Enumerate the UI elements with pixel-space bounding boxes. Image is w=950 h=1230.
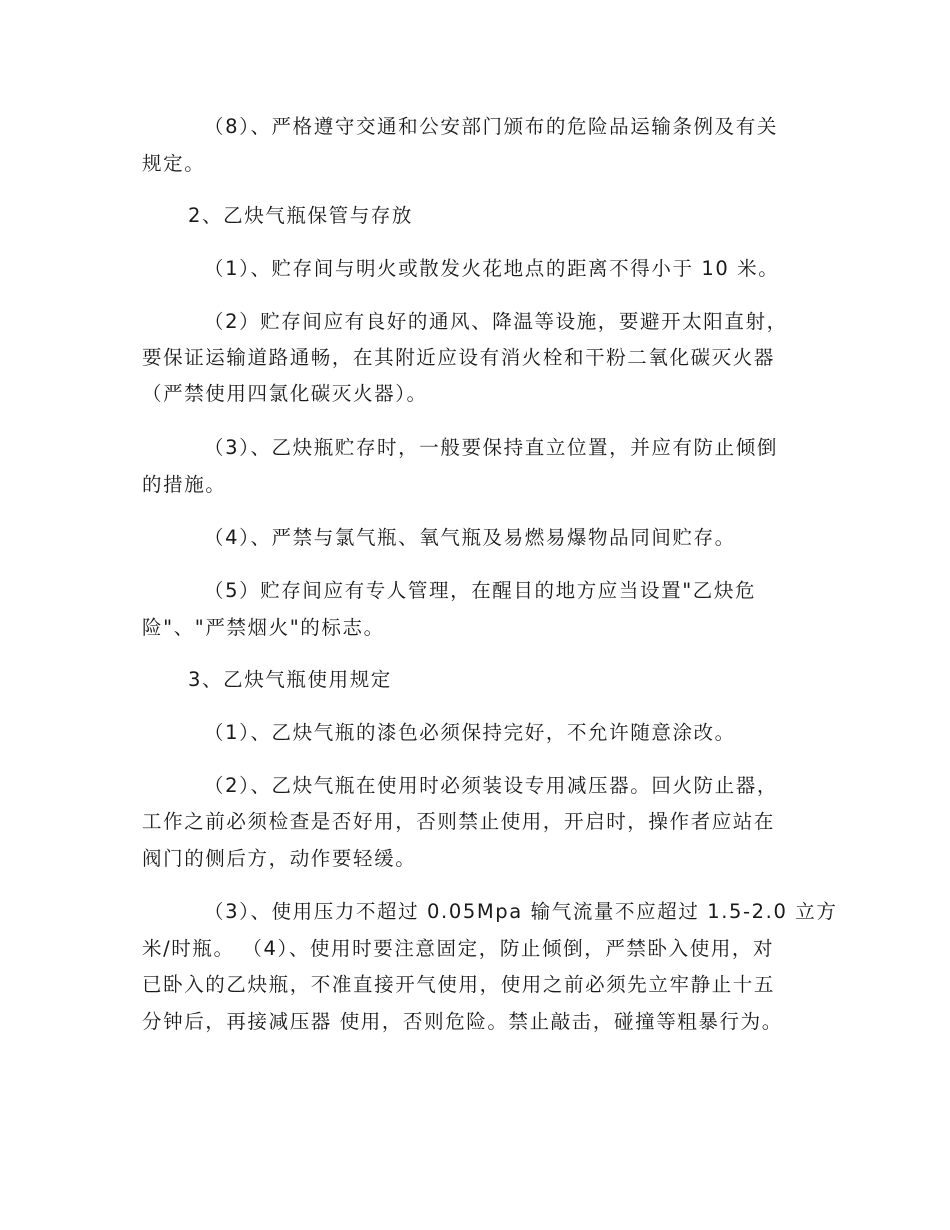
paragraph-line: （5）贮存间应有专人管理，在醒目的地方应当设置"乙炔危 bbox=[204, 579, 757, 602]
paragraph-line: （4）、严禁与氯气瓶、氧气瓶及易燃易爆物品同间贮存。 bbox=[204, 526, 736, 549]
paragraph-line: 险"、"严禁烟火"的标志。 bbox=[142, 616, 385, 639]
paragraph-line: 阀门的侧后方，动作要轻缓。 bbox=[142, 847, 417, 870]
section-heading-text: 3、乙炔气瓶使用规定 bbox=[188, 668, 392, 691]
paragraph-line: 已卧入的乙炔瓶，不准直接开气使用，使用之前必须先立牢静止十五 bbox=[142, 973, 776, 996]
paragraph-line: （严禁使用四氯化碳灭火器）。 bbox=[142, 382, 428, 405]
paragraph-line: 的措施。 bbox=[142, 473, 227, 496]
paragraph-line: 分钟后，再接减压器 使用，否则危险。禁止敲击，碰撞等粗暴行为。 bbox=[142, 1010, 783, 1033]
paragraph-line: （1）、贮存间与明火或散发火花地点的距离不得小于 10 米。 bbox=[204, 257, 780, 280]
paragraph-line: （1）、乙炔气瓶的漆色必须保持完好，不允许随意涂改。 bbox=[204, 721, 736, 744]
paragraph-line: 工作之前必须检查是否好用，否则禁止使用，开启时，操作者应站在 bbox=[142, 810, 776, 833]
paragraph-line: （8）、严格遵守交通和公安部门颁布的危险品运输条例及有关 bbox=[204, 115, 778, 138]
paragraph-line: （3）、乙炔瓶贮存时，一般要保持直立位置，并应有防止倾倒 bbox=[204, 436, 778, 459]
paragraph-line: （3）、使用压力不超过 0.05Mpa 输气流量不应超过 1.5-2.0 立方 bbox=[204, 900, 838, 923]
section-heading-text: 2、乙炔气瓶保管与存放 bbox=[188, 204, 414, 227]
paragraph-line: 米/时瓶。 （4）、使用时要注意固定，防止倾倒，严禁卧入使用，对 bbox=[142, 937, 775, 960]
paragraph-line: （2）贮存间应有良好的通风、降温等设施，要避开太阳直射， bbox=[204, 310, 788, 333]
paragraph-line: 规定。 bbox=[142, 152, 206, 175]
paragraph-line: （2）、乙炔气瓶在使用时必须装设专用减压器。回火防止器， bbox=[204, 774, 778, 797]
paragraph-line: 要保证运输道路通畅，在其附近应设有消火栓和干粉二氧化碳灭火器 bbox=[142, 346, 776, 369]
